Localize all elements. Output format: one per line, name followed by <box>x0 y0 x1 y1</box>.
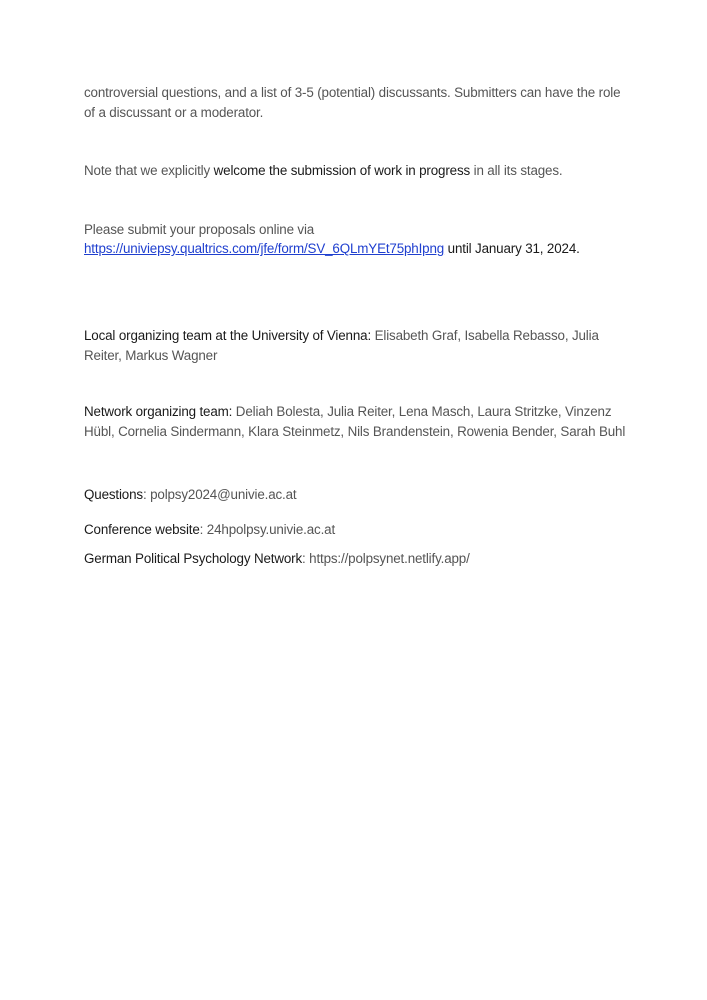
network-site-line <box>84 549 629 569</box>
local-team-paragraph <box>84 326 629 365</box>
note-text-after: in all its stages. <box>470 163 563 179</box>
questions-email: : polpsy2024@univie.ac.at <box>142 487 297 503</box>
submit-text: Please submit your proposals online via <box>84 221 315 237</box>
note-emphasis: welcome the submission of work in progress <box>213 163 471 179</box>
network-team-paragraph <box>84 402 629 441</box>
network-site-url: : https://polpsynet.netlify.app/ <box>302 550 470 566</box>
submit-paragraph <box>84 220 629 259</box>
intro-text: controversial questions, and a list of 3-5 (potential) discussants. Submitters can have the role of a discussant or a moderator. <box>84 85 621 120</box>
intro-paragraph <box>84 83 629 122</box>
network-team-label: Network organizing team: <box>84 404 233 420</box>
network-team-members: Deliah Bolesta, Julia Reiter, Lena Masch, Laura Stritzke, Vinzenz Hübl, Cornelia Sindermann, Klara Steinmetz, Nils Brandenstein, Rowenia Bender, Sarah Buhl <box>84 404 626 439</box>
note-paragraph <box>84 161 629 181</box>
questions-label: Questions <box>84 487 143 503</box>
submission-deadline: until January 31, 2024. <box>444 241 580 257</box>
local-team-label: Local organizing team at the University of Vienna: <box>84 327 372 343</box>
website-label: Conference website <box>84 521 200 537</box>
local-team-members: Elisabeth Graf, Isabella Rebasso, Julia Reiter, Markus Wagner <box>84 327 599 363</box>
website-line <box>84 520 629 540</box>
website-url: : 24hpolpsy.univie.ac.at <box>199 521 336 537</box>
document-page <box>84 83 629 568</box>
submission-link[interactable]: https://univiepsy.qualtrics.com/jfe/form/SV_6QLmYEt75phIpng <box>84 241 445 257</box>
questions-line <box>84 485 629 505</box>
note-text-before: Note that we explicitly <box>84 163 214 179</box>
network-site-label: German Political Psychology Network <box>84 550 303 566</box>
